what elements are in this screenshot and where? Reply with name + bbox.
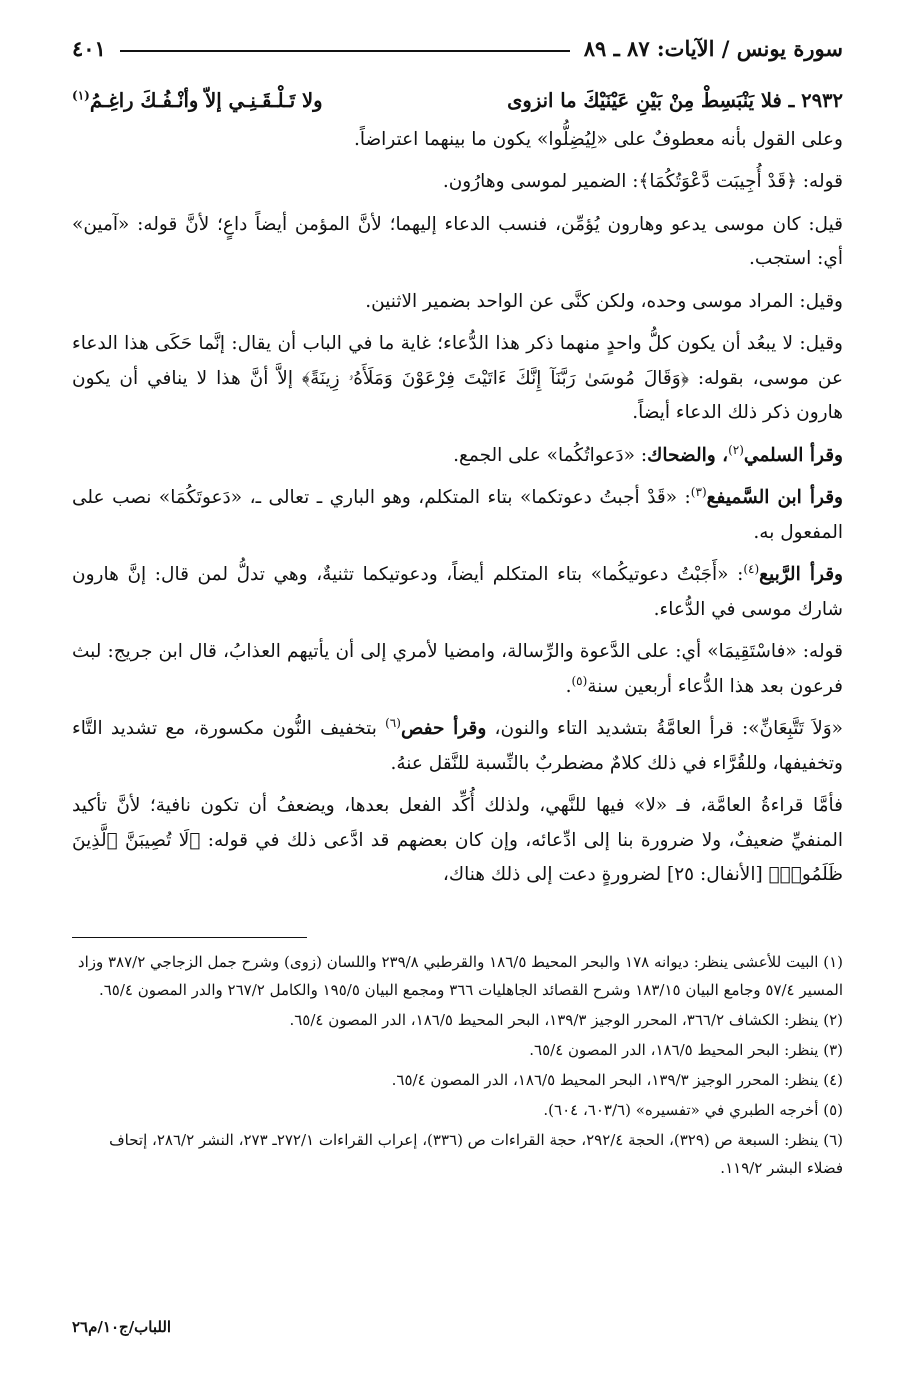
paragraph: قوله: ﴿قَدْ أُجِيبَت دَّعْوَتُكُمَا﴾: الضمير لموسى وهارُون. xyxy=(442,171,843,192)
footnotes xyxy=(72,948,843,1182)
paragraph-text: قوله: «فاسْتَقِيمَا» أي: على الدَّعوة والرِّسالة، وامضيا لأمري إلى أن يأتيهم العذابُ، قال ابن جريج: لبث فرعون بعد هذا الدُّعاء أربعين سنة xyxy=(72,641,843,697)
reading-paragraph xyxy=(72,439,843,474)
footnote-ref: (٣) xyxy=(690,484,707,499)
paragraph: وقيل: المراد موسى وحده، ولكن كنَّى عن الواحد بضمير الاثنين. xyxy=(365,290,843,312)
verse-first-half: ٢٩٣٢ ـ فلا يَنْبَسِطْ مِنْ بَيْنِ عَيْنَيْكَ ما انزوى xyxy=(507,89,843,112)
footnote: (١) البيت للأعشى ينظر: ديوانه ١٧٨ والبحر المحيط ١٨٦/٥ والقرطبي ٢٣٩/٨ واللسان (زوى) وشرح جمل الزجاجي ٣٨٧/٢ وزاد المسير ٥٧/٤ وجامع البيان ١٨٣/١٥ وشرح القصائد الجاهليات ٣٦٦ ومجمع البيان ١٩٥/٥ والكامل ٢٦٧/٢ والدر المصون ٦٥/٤. xyxy=(77,952,843,999)
paragraph: فأمَّا قراءةُ العامَّة، فـ «لا» فيها للنَّهي، ولذلك أُكِّد الفعل بعدها، ويضعفُ أن تكون نافية؛ لأنَّ تأكيد المنفيِّ ضعيفٌ، ولا ضرورة بنا إلى ادِّعائه، وإن كان بعضهم قد ادَّعى ذلك في قوله: ﴿لَا تُصِيبَنَّ ٱلَّذِينَ ظَلَمُوا۟﴾ [الأنفال: ٢٥] لضرورةٍ دعت إلى ذلك هناك، xyxy=(72,795,843,885)
poetry-verse xyxy=(72,84,843,119)
paragraph-text: «وَلاَ تَتَّبِعَانِّ»: قرأ العامَّةُ بتشديد التاء والنون، xyxy=(486,718,843,739)
reading-paragraph xyxy=(72,558,843,627)
footnote: (٦) ينظر: السبعة ص (٣٢٩)، الحجة ٢٩٢/٤، حجة القراءات ص (٣٣٦)، إعراب القراءات ٢٧٢/١ـ ٢٧٣، النشر ٢٨٦/٢، إتحاف فضلاء البشر ١١٩/٢. xyxy=(109,1130,843,1177)
reading-paragraph xyxy=(72,481,843,550)
footnotes-separator-wrap xyxy=(72,901,843,938)
reading-text: : «قَدْ أجبتُ دعوتكما» بتاء المتكلم، وهو الباري ـ تعالى ـ، «دَعوتَكُمَا» نصب على المفعول به. xyxy=(72,487,843,543)
main-text xyxy=(72,84,843,893)
header-rule xyxy=(120,50,570,52)
footnote-ref: (٢) xyxy=(728,442,744,457)
paragraph: وعلى القول بأنه معطوفٌ على «لِيُضِلُّوا» يكون ما بينهما اعتراضاً. xyxy=(353,128,843,150)
reader-name: وقرأ حفص xyxy=(400,718,487,739)
footnote-ref: (١) xyxy=(72,88,90,103)
verse-second-half: ولا تَـلْـقَـنِـي إلاّ وأنْـفُـكَ راغِـمُ$^{(١)}$ xyxy=(72,88,323,112)
signature-mark: اللباب/ج١٠/م٢٦ xyxy=(72,1318,172,1336)
reader-name: وقرأ ابن السَّميفع xyxy=(706,487,843,508)
footnote: (٣) ينظر: البحر المحيط ١٨٦/٥، الدر المصون ٦٥/٤. xyxy=(529,1040,843,1059)
reader-name: وقرأ السلمي xyxy=(743,444,843,466)
footnotes-separator xyxy=(72,937,307,938)
reader-name-second: ، والضحاك xyxy=(647,444,729,466)
header-surah-title: سورة يونس / الآيات: ٨٧ ـ ٨٩ xyxy=(583,35,843,61)
paragraph: قيل: كان موسى يدعو وهارون يُؤمِّن، فنسب الدعاء إليهما؛ لأنَّ المؤمن أيضاً داعٍ؛ لأنَّ قوله: «آمين» أي: استجب. xyxy=(72,213,843,269)
footnote: (٥) أخرجه الطبري في «تفسيره» (٦٠٣/٦، ٦٠٤). xyxy=(543,1100,843,1119)
reading-text: : «دَعواتُكُما» على الجمع. xyxy=(453,444,648,466)
reading-text: : «أَجَبْتُ دعوتيكُما» بتاء المتكلم أيضاً، ودعوتيكما تثنيةٌ، وهي تدلُّ لمن قال: إنَّ هارون شارك موسى في الدُّعاء. xyxy=(72,564,843,620)
footnote: (٢) ينظر: الكشاف ٣٦٦/٢، المحرر الوجيز ١٣٩/٣، البحر المحيط ١٨٦/٥، الدر المصون ٦٥/٤. xyxy=(289,1010,843,1029)
footnote-ref: (٥) xyxy=(571,673,588,688)
reader-name: وقرأ الرَّبيع xyxy=(759,564,843,585)
paragraph: وقيل: لا يبعُد أن يكون كلُّ واحدٍ منهما ذكر هذا الدُّعاء؛ غاية ما في الباب أن يقال: إنَّما حَكَى هذا الدعاء عن موسى، بقوله: ﴿وَقَالَ مُوسَىٰ رَبَّنَآ إِنَّكَ ءَاتَيْتَ فِرْعَوْنَ وَمَلَأَهُۥ زِينَةً﴾ إلاَّ أنَّ هذا لا ينافي أن يكون هارون ذكر ذلك الدعاء أيضاً. xyxy=(72,333,843,423)
footnote: (٤) ينظر: المحرر الوجيز ١٣٩/٣، البحر المحيط ١٨٦/٥، الدر المصون ٦٥/٤. xyxy=(391,1070,843,1089)
paragraph-text: بتخفيف النُّون مكسورة، مع تشديد التَّاء وتخفيفها، وللقُرَّاء في ذلك كلامٌ مضطربٌ بالنِّسبة للنَّقل عنهُ. xyxy=(72,718,843,774)
footnote-ref: (٦) xyxy=(385,715,401,730)
running-header xyxy=(72,28,843,68)
paragraph xyxy=(72,712,843,781)
paragraph: قوله: «فاسْتَقِيمَا» أي: على الدَّعوة والرِّسالة، وامضيا لأمري إلى أن يأتيهم العذابُ، قال ابن جريج: لبث فرعون بعد هذا الدُّعاء أربعين سنة$^{(٥)}$. xyxy=(72,641,843,697)
footnote-ref: (٤) xyxy=(743,561,760,576)
page-number: ٤٠١ xyxy=(72,35,106,61)
